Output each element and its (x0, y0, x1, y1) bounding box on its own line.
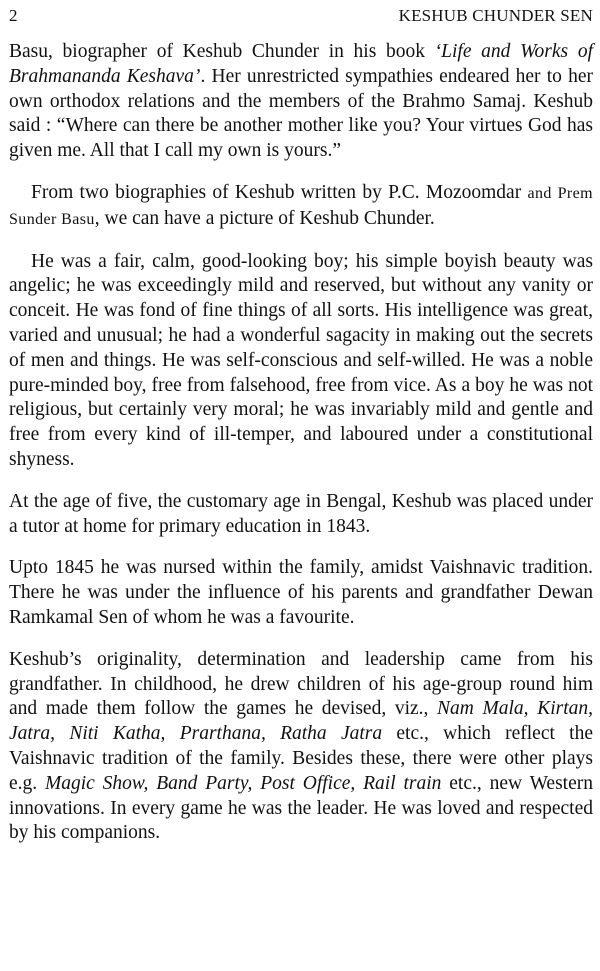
paragraph (9, 40, 593, 164)
text-run: and Prem Sunder Basu (9, 184, 594, 228)
text-run: etc., which reflect the Vaishnavic tradition of the family. Besides these, there were other plays e.g. (9, 723, 593, 794)
paragraph (9, 556, 593, 630)
page-number: 2 (9, 6, 18, 25)
paragraph (9, 181, 593, 233)
paragraph (9, 648, 593, 846)
text-run: . Her unrestricted sympathies endeared her to her own orthodox relations and the members of the Brahmo Samaj. Keshub said : “Where can there be another mother like you? Your virtues God has given me. All that I call my own is yours.” (9, 65, 593, 162)
text-run: etc., new Western innovations. In every game he was the leader. He was loved and respected by his companions. (9, 772, 593, 844)
italic-text-run: Nam Mala, Kirtan, Jatra, Niti Katha, Prarthana, Ratha Jatra (9, 698, 593, 745)
page-header (9, 6, 593, 40)
italic-text-run: ‘Life and Works of Brahmananda Keshava’ (9, 41, 593, 87)
text-run: At the age of five, the customary age in Bengal, Keshub was placed under a tutor at home for primary education in 1843. (9, 490, 593, 537)
text-run: From two biographies of Keshub written by P.C. Mozoomdar (31, 181, 528, 203)
text-run: Keshub’s originality, determination and leadership came from his grandfather. In childhood, he drew children of his age-group round him and made them follow the games he devised, viz., (9, 648, 593, 720)
text-run: , we can have a picture of Keshub Chunder. (94, 207, 435, 229)
text-run: He was a fair, calm, good-looking boy; his simple boyish beauty was angelic; he was exceedingly mild and reserved, but without any vanity or conceit. He was fond of fine things of all sorts. His intelligence was great, varied and unusual; he had a wonderful sagacity in making out the secrets of men and things. He was self-conscious and self-willed. He was a noble pure-minded boy, free from falsehood, free from vice. As a boy he was not religious, but certainly very moral; he was invariably mild and gentle and free from every kind of ill-temper, and laboured under a constitutional shyness. (9, 250, 593, 470)
paragraph (9, 250, 593, 473)
text-run: Basu, biographer of Keshub Chunder in his book (9, 41, 435, 62)
text-run: Upto 1845 he was nursed within the family, amidst Vaishnavic tradition. There he was under the influence of his parents and grandfather Dewan Ramkamal Sen of whom he was a favourite. (9, 557, 593, 628)
paragraph (9, 490, 593, 540)
italic-text-run: Magic Show, Band Party, Post Office, Rail train (45, 772, 442, 794)
running-head: KESHUB CHUNDER SEN (398, 6, 593, 25)
